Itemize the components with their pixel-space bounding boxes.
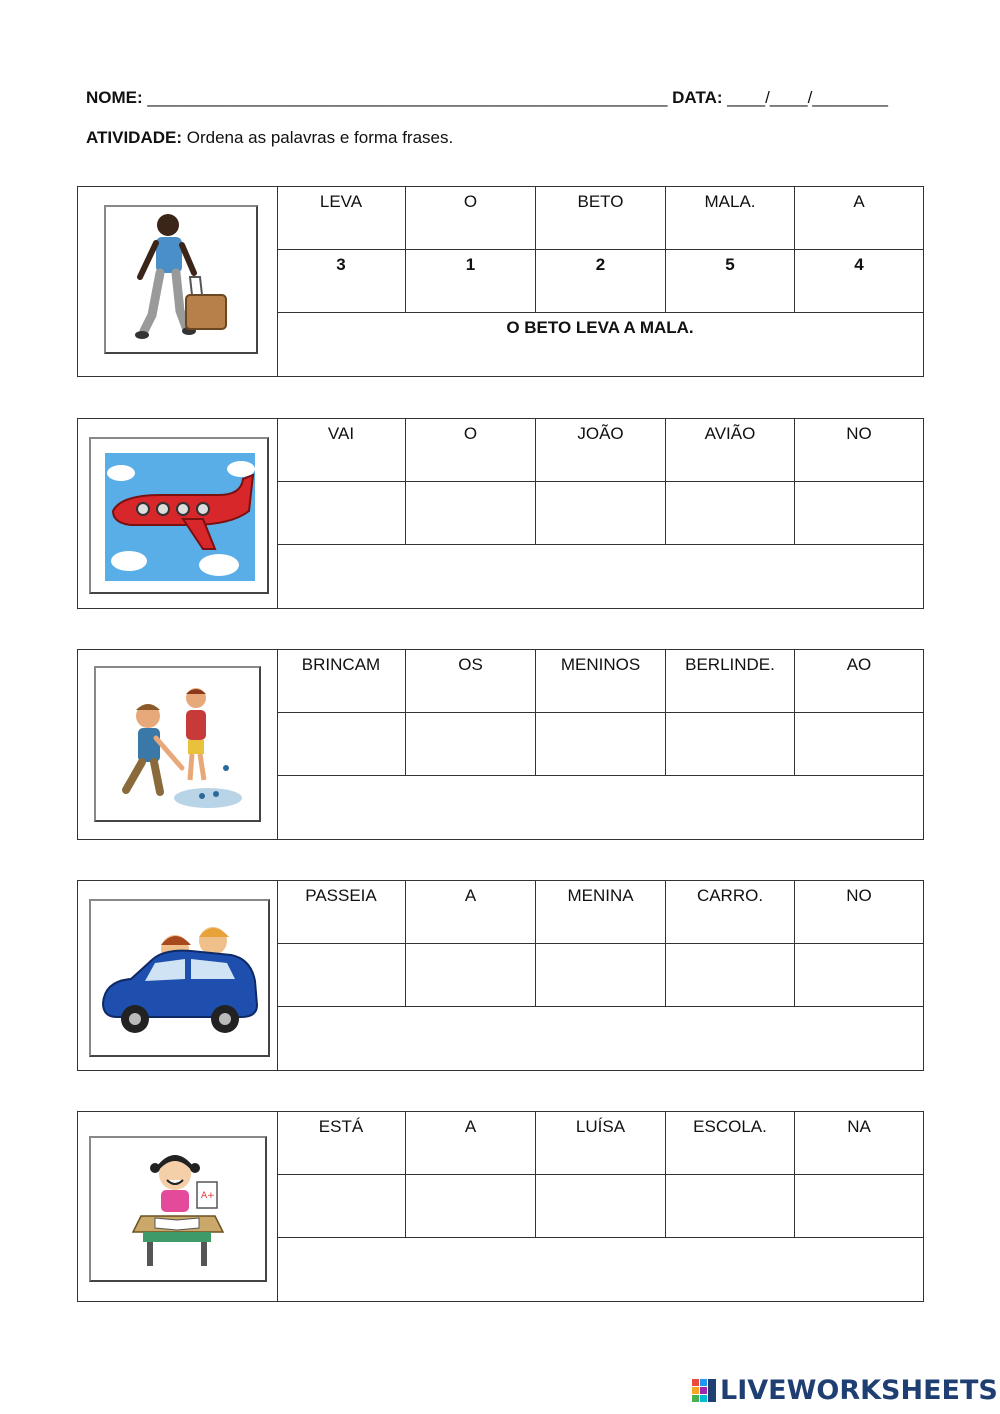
word-cell: AVIÃO	[666, 419, 795, 481]
picture-cell	[78, 1112, 278, 1301]
words-row	[277, 650, 923, 713]
word-cell: ESCOLA.	[666, 1112, 795, 1174]
word-cell: NO	[846, 424, 872, 443]
word-cell: ESTÁ	[277, 1112, 406, 1174]
word-cell: A	[406, 1112, 536, 1174]
order-input[interactable]	[536, 482, 666, 544]
order-input[interactable]	[277, 944, 406, 1006]
order-row	[277, 713, 923, 776]
word-grid	[277, 1112, 923, 1301]
sentence-row	[277, 313, 923, 376]
name-field[interactable]: _______________________________________________________	[147, 88, 668, 107]
order-input[interactable]	[666, 1175, 795, 1237]
word-cell: A	[853, 192, 865, 211]
svg-text:A+: A+	[201, 1191, 215, 1201]
order-input[interactable]	[795, 1175, 923, 1237]
sentence-input[interactable]	[277, 1238, 923, 1243]
order-input[interactable]: 4	[854, 255, 864, 274]
word-cell: NA	[847, 1117, 871, 1136]
order-input[interactable]: 3	[277, 250, 406, 312]
exercise-4	[77, 880, 924, 1071]
order-input[interactable]: 1	[406, 250, 536, 312]
name-label: NOME:	[86, 88, 143, 107]
word-grid	[277, 650, 923, 839]
exercise-2	[77, 418, 924, 609]
word-cell: JOÃO	[536, 419, 666, 481]
children-in-car-icon	[89, 899, 270, 1057]
sentence-input[interactable]: O BETO LEVA A MALA.	[506, 318, 694, 337]
order-input[interactable]	[795, 944, 923, 1006]
word-cell: CARRO.	[666, 881, 795, 943]
word-cell: VAI	[277, 419, 406, 481]
order-input[interactable]	[406, 482, 536, 544]
order-input[interactable]	[666, 713, 795, 775]
exercise-1	[77, 186, 924, 377]
words-row	[277, 1112, 923, 1175]
airplane-icon	[89, 437, 269, 594]
words-row	[277, 419, 923, 482]
girl-at-school-desk-icon	[89, 1136, 267, 1282]
word-cell: O	[406, 419, 536, 481]
word-cell: MENINA	[536, 881, 666, 943]
picture-cell	[78, 881, 278, 1070]
order-row	[277, 944, 923, 1007]
word-cell: A	[406, 881, 536, 943]
word-cell: BETO	[536, 187, 666, 249]
activity-text: Ordena as palavras e forma frases.	[186, 128, 454, 147]
activity-instruction	[86, 128, 453, 148]
picture-cell	[78, 650, 278, 839]
man-with-suitcase-icon	[104, 205, 258, 354]
order-row	[277, 482, 923, 545]
order-input[interactable]	[406, 1175, 536, 1237]
order-input[interactable]	[666, 482, 795, 544]
order-input[interactable]	[536, 944, 666, 1006]
sentence-input[interactable]	[277, 545, 923, 550]
exercise-5	[77, 1111, 924, 1302]
order-input[interactable]	[666, 944, 795, 1006]
word-cell: O	[406, 187, 536, 249]
words-row	[277, 187, 923, 250]
picture-cell	[78, 187, 278, 376]
logo-text: LIVEWORKSHEETS	[720, 1374, 998, 1406]
sentence-input[interactable]	[277, 1007, 923, 1012]
order-input[interactable]	[406, 944, 536, 1006]
exercise-3	[77, 649, 924, 840]
word-cell: AO	[846, 655, 872, 674]
order-input[interactable]	[277, 713, 406, 775]
order-input[interactable]	[795, 482, 923, 544]
word-grid	[277, 419, 923, 608]
word-cell: LUÍSA	[536, 1112, 666, 1174]
order-input[interactable]	[277, 1175, 406, 1237]
word-grid	[277, 187, 923, 376]
order-row	[277, 1175, 923, 1238]
sentence-row	[277, 1007, 923, 1070]
word-cell: BRINCAM	[277, 650, 406, 712]
order-input[interactable]	[536, 713, 666, 775]
words-row	[277, 881, 923, 944]
order-row	[277, 250, 923, 313]
sentence-input[interactable]	[277, 776, 923, 781]
liveworksheets-logo-icon	[692, 1377, 718, 1403]
date-field[interactable]: ____/____/________	[727, 88, 888, 107]
word-cell: MALA.	[666, 187, 795, 249]
word-cell: BERLINDE.	[666, 650, 795, 712]
picture-cell	[78, 419, 278, 608]
activity-label: ATIVIDADE:	[86, 128, 183, 147]
header-line	[86, 88, 916, 112]
date-label: DATA:	[672, 88, 723, 107]
word-cell: PASSEIA	[277, 881, 406, 943]
order-input[interactable]	[406, 713, 536, 775]
sentence-row	[277, 1238, 923, 1301]
order-input[interactable]: 2	[536, 250, 666, 312]
order-input[interactable]	[795, 713, 923, 775]
order-input[interactable]	[277, 482, 406, 544]
boys-playing-marbles-icon	[94, 666, 261, 822]
word-cell: LEVA	[277, 187, 406, 249]
word-cell: NO	[846, 886, 872, 905]
word-cell: OS	[406, 650, 536, 712]
order-input[interactable]: 5	[666, 250, 795, 312]
word-grid	[277, 881, 923, 1070]
sentence-row	[277, 545, 923, 608]
sentence-row	[277, 776, 923, 839]
liveworksheets-logo	[692, 1374, 998, 1406]
word-cell: MENINOS	[536, 650, 666, 712]
order-input[interactable]	[536, 1175, 666, 1237]
